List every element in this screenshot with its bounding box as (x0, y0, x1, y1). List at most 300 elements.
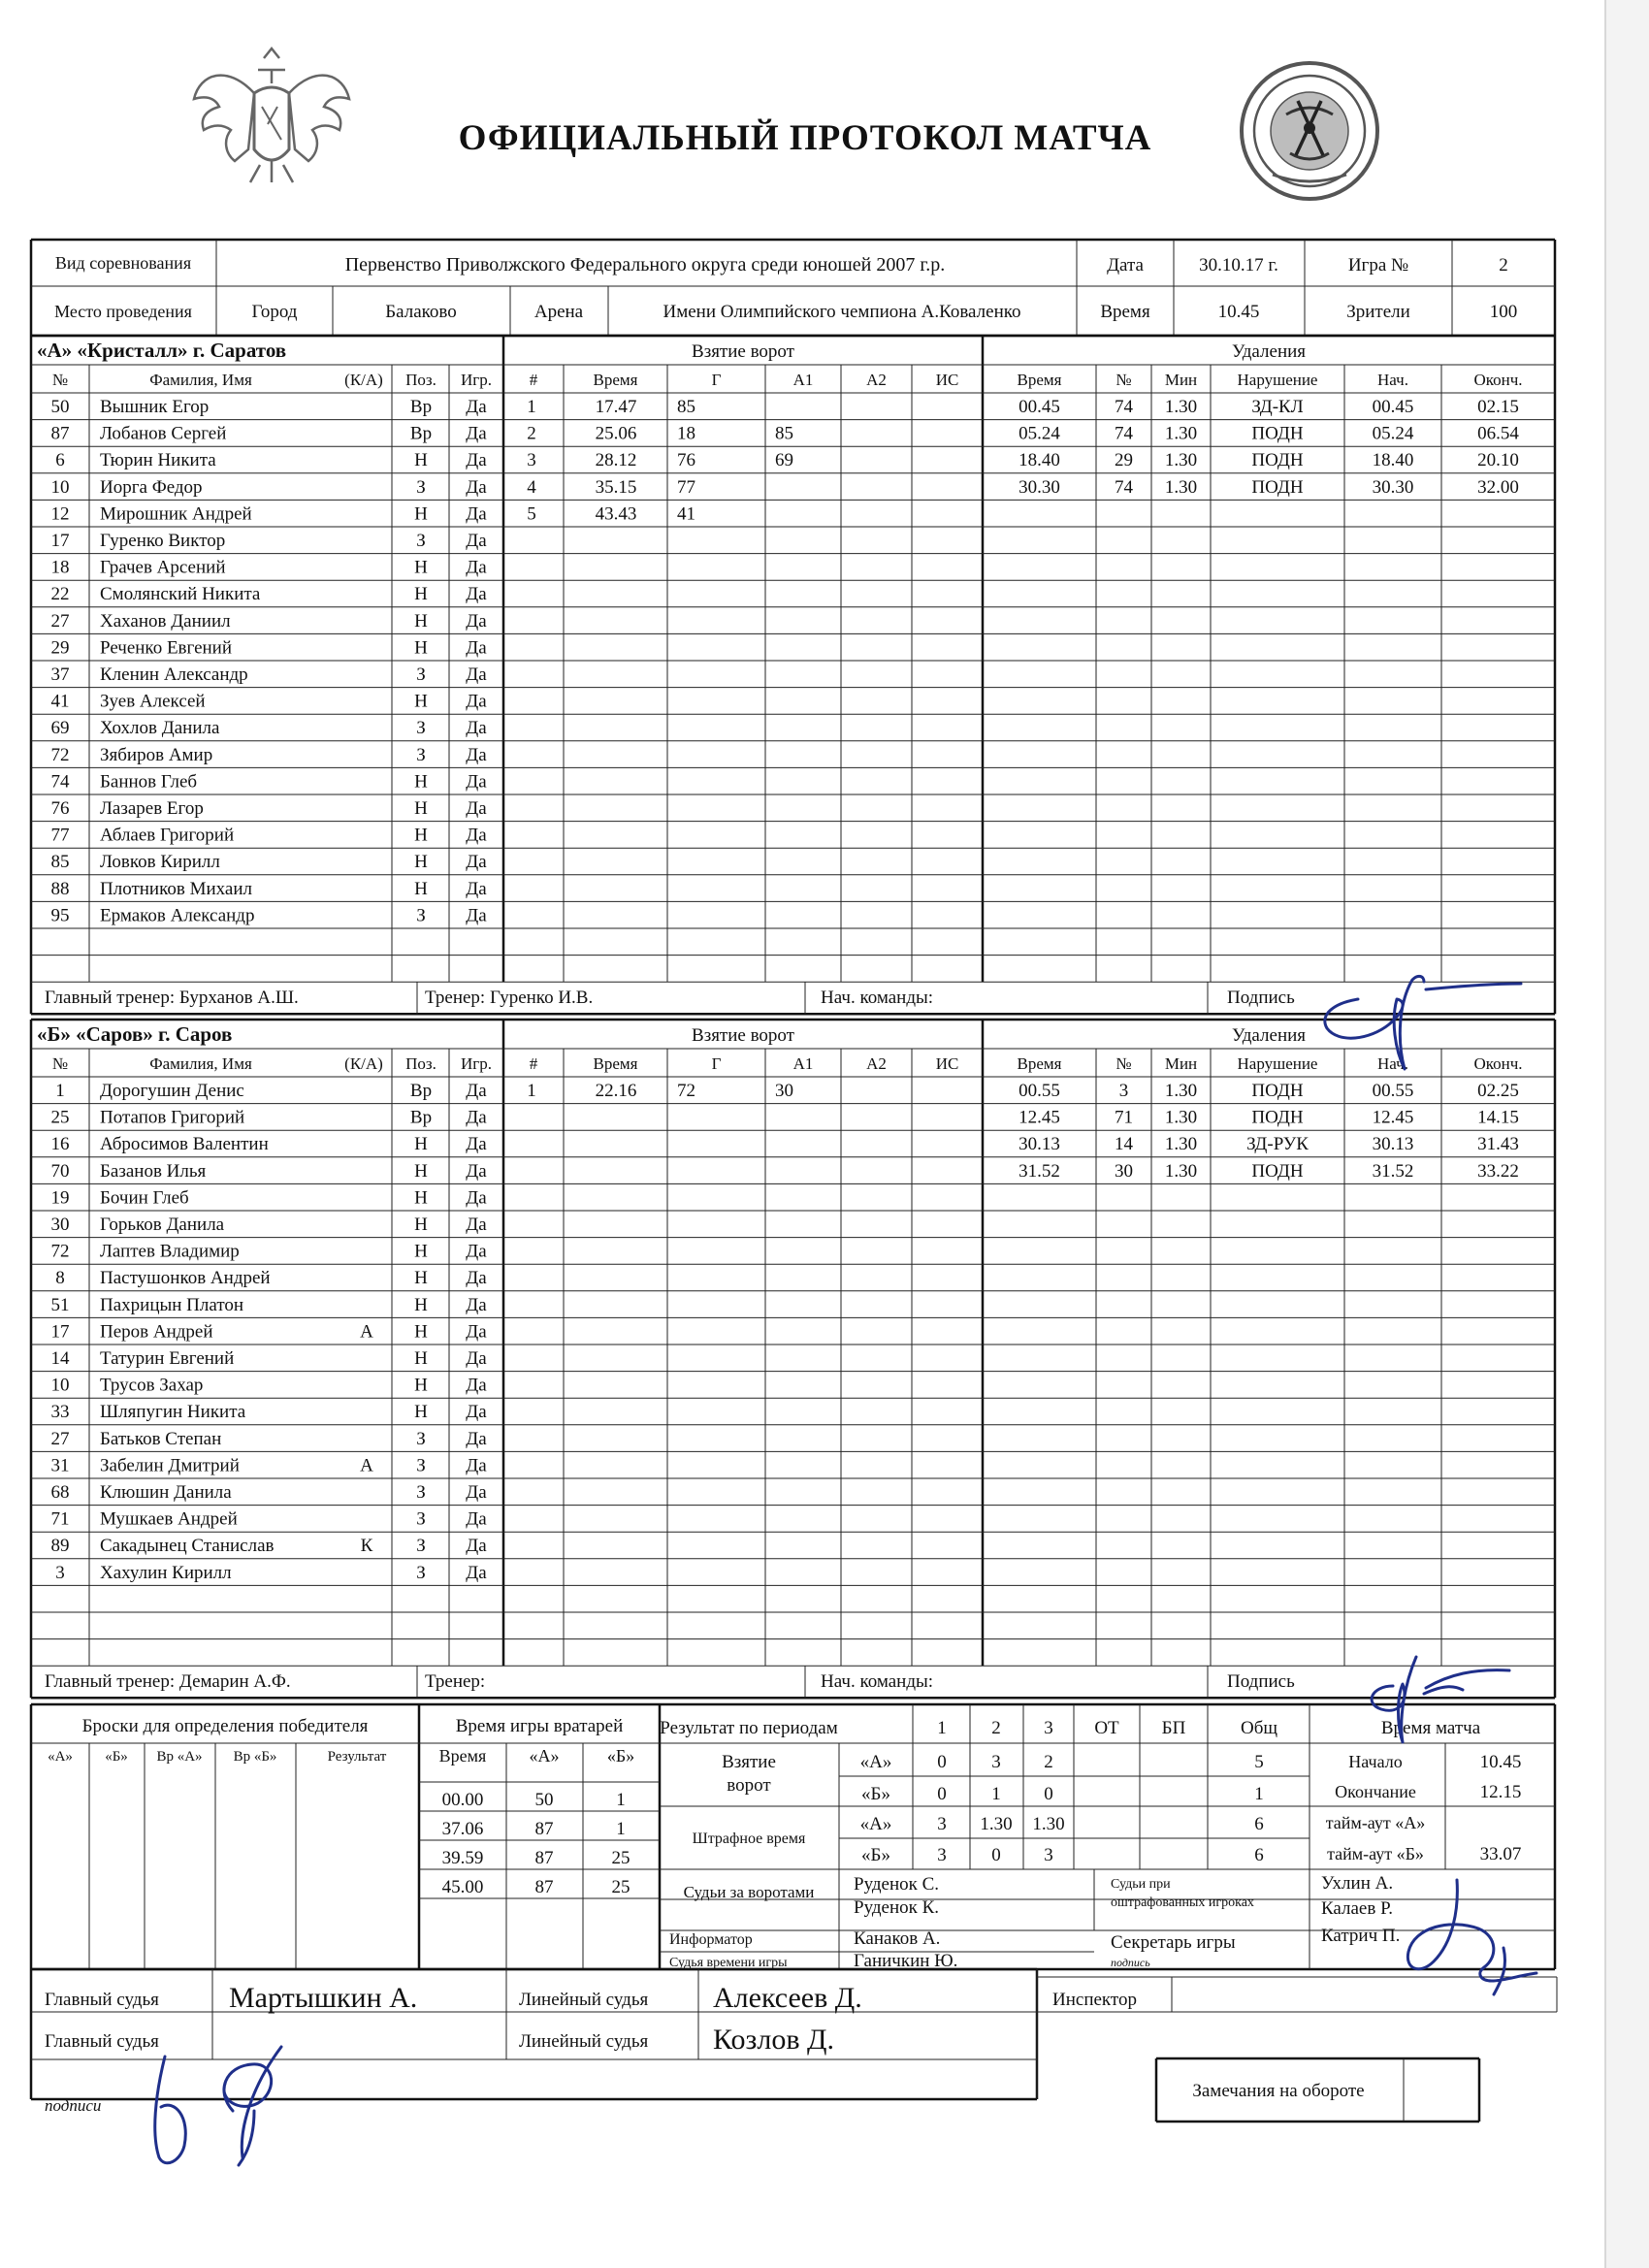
goal-judges-label: Судьи за воротами (683, 1883, 815, 1901)
team-a-goal-value: 35.15 (595, 476, 637, 498)
team-a-player-plays: Да (466, 718, 487, 739)
team-a-player-name: Реченко Евгений (100, 637, 233, 659)
team-a-player-position: Н (414, 503, 428, 525)
periods-cell: 3 (937, 1814, 947, 1834)
secretary-label: Секретарь игры (1111, 1932, 1236, 1953)
team-b-player-position: З (416, 1428, 426, 1449)
shootout-col-header: Результат (327, 1749, 387, 1765)
team-b-player-plays: Да (466, 1402, 487, 1423)
team-a-penalties-heading: Удаления (1231, 341, 1307, 362)
periods-team-label: «Б» (861, 1845, 890, 1865)
match-time-label: Окончание (1335, 1782, 1416, 1801)
periods-cell: 1 (991, 1784, 1001, 1804)
team-a-player-position: Н (414, 771, 428, 793)
document-title: ОФИЦИАЛЬНЫЙ ПРОТОКОЛ МАТЧА (458, 118, 1152, 158)
team-b-player-plays: Да (466, 1482, 487, 1503)
team-a-player-name: Тюрин Никита (100, 450, 216, 471)
team-b-player-position: Н (414, 1187, 428, 1209)
team-a-player-plays: Да (466, 825, 487, 846)
team-a-goal-number: 1 (527, 397, 536, 417)
team-b-player-number: 33 (50, 1402, 70, 1423)
team-a-player-plays: Да (466, 610, 487, 632)
team-a-goal-value: 85 (775, 423, 793, 444)
informer-label: Информатор (669, 1931, 753, 1948)
team-a-player-number: 85 (50, 852, 70, 873)
penalty-judges-label: оштрафованных игроках (1111, 1895, 1254, 1910)
goalie-time-cell: 00.00 (441, 1790, 484, 1810)
team-b-player-plays: Да (466, 1187, 487, 1209)
team-a-player-number: 29 (50, 637, 70, 659)
col-header: (К/А) (344, 371, 383, 389)
team-b-player-position: Н (414, 1160, 428, 1182)
goalie-time-cell: 45.00 (441, 1877, 484, 1897)
timekeeper-label: Судья времени игры (669, 1956, 788, 1970)
team-b-player-plays: Да (466, 1268, 487, 1289)
team-a-player-number: 88 (50, 878, 70, 899)
goalie-time-col-header: «А» (529, 1746, 560, 1766)
shootout-title: Броски для определения победителя (81, 1716, 369, 1736)
team-b-player-number: 16 (50, 1134, 70, 1155)
team-b-player-number: 89 (50, 1536, 70, 1557)
team-a-player-plays: Да (466, 771, 487, 793)
team-a-goal-value: 17.47 (595, 397, 637, 417)
goalie-time-cell: 39.59 (441, 1848, 484, 1868)
team-a-penalty-value: 20.10 (1477, 450, 1519, 471)
team-a-player-number: 74 (50, 771, 70, 793)
periods-cell: 1.30 (980, 1814, 1013, 1834)
team-a-player-plays: Да (466, 798, 487, 819)
team-a-player-number: 6 (55, 450, 65, 471)
team-b-penalty-value: ПОДН (1251, 1107, 1304, 1128)
team-b-player-number: 70 (50, 1160, 70, 1182)
match-time-label: тайм-аут «А» (1325, 1813, 1426, 1832)
team-a-player-position: З (416, 744, 426, 765)
team-b-player-position: Н (414, 1294, 428, 1315)
match-time-label: тайм-аут «Б» (1327, 1844, 1424, 1863)
linesman-2-value: Козлов Д. (713, 2024, 834, 2056)
spectators-value: 100 (1489, 302, 1518, 322)
team-b-penalty-value: ПОДН (1251, 1081, 1304, 1101)
team-b-player-number: 10 (50, 1375, 70, 1396)
shootout-col-header: «Б» (105, 1749, 128, 1765)
team-b-head-coach: Главный тренер: Демарин А.Ф. (45, 1671, 291, 1693)
team-b-player-name: Перов Андрей (100, 1321, 213, 1343)
goalie-time-cell: 37.06 (441, 1819, 484, 1839)
team-a-player-position: З (416, 664, 426, 685)
team-b-penalty-value: 33.22 (1477, 1160, 1519, 1182)
col-header: # (529, 1054, 538, 1073)
goalie-time-cell: 25 (611, 1848, 630, 1868)
team-a-player-name: Гуренко Виктор (100, 531, 226, 551)
team-a-player-plays: Да (466, 691, 487, 712)
periods-team-label: «А» (859, 1752, 892, 1772)
team-b-player-number: 68 (50, 1482, 70, 1503)
main-referee-value: Мартышкин А. (229, 1982, 418, 2014)
team-b-player-number: 72 (50, 1241, 70, 1262)
team-b-penalty-value: 00.55 (1372, 1081, 1414, 1101)
team-a-goal-value: 85 (677, 397, 695, 417)
team-a-goal-value: 69 (775, 450, 793, 471)
team-a-player-plays: Да (466, 852, 487, 873)
team-b-penalty-value: ПОДН (1251, 1160, 1304, 1182)
team-b-player-number: 31 (50, 1455, 70, 1476)
team-a-player-position: Н (414, 450, 428, 471)
team-a-penalty-value: 29 (1115, 450, 1133, 471)
team-a-goal-number: 3 (527, 450, 536, 471)
col-header: Нач. (1377, 371, 1408, 389)
team-a-player-number: 77 (50, 825, 70, 846)
goal-judge: Руденок К. (854, 1897, 940, 1918)
team-b-coach: Тренер: (425, 1671, 486, 1693)
col-header: Оконч. (1473, 371, 1523, 389)
col-header: А2 (866, 1054, 887, 1073)
team-b-player-plays: Да (466, 1081, 487, 1101)
penalty-judge: Ухлин А. (1321, 1873, 1394, 1894)
team-b-player-name: Клюшин Данила (100, 1482, 232, 1503)
team-a-player-plays: Да (466, 397, 487, 417)
periods-goals-label: Взятие (722, 1752, 776, 1772)
periods-title: Результат по периодам (660, 1718, 838, 1738)
team-a-player-plays: Да (466, 905, 487, 926)
team-b-player-name: Шляпугин Никита (100, 1402, 246, 1423)
team-b-penalty-value: 71 (1115, 1107, 1133, 1128)
team-a-penalty-value: 74 (1115, 476, 1133, 498)
team-b-player-name: Татурин Евгений (100, 1348, 235, 1369)
team-b-penalty-value: 12.45 (1372, 1107, 1414, 1128)
team-a-penalty-value: 74 (1115, 423, 1133, 444)
team-b-player-position: Н (414, 1375, 428, 1396)
team-a-player-name: Кленин Александр (100, 664, 248, 685)
periods-cell: 3 (991, 1752, 1001, 1772)
match-time-value: 10.45 (1479, 1752, 1522, 1772)
date-value: 30.10.17 г. (1199, 255, 1278, 275)
team-a-player-plays: Да (466, 584, 487, 605)
col-header: Фамилия, Имя (149, 371, 252, 389)
periods-cell: 2 (1044, 1752, 1053, 1772)
team-a-player-plays: Да (466, 744, 487, 765)
team-b-team-chief: Нач. команды: (821, 1671, 934, 1693)
team-a-penalty-value: 00.45 (1018, 397, 1060, 417)
team-b-player-plays: Да (466, 1321, 487, 1343)
team-b-penalty-value: 31.52 (1372, 1160, 1414, 1182)
team-b-player-position: З (416, 1508, 426, 1530)
team-a-penalty-value: 05.24 (1372, 423, 1414, 444)
team-a-player-name: Аблаев Григорий (100, 825, 235, 846)
team-a-player-number: 72 (50, 744, 70, 765)
comp-value: Первенство Приволжского Федерального округа среди юношей 2007 г.р. (344, 254, 946, 275)
team-b-penalty-value: 1.30 (1164, 1107, 1198, 1128)
penalty-judge: Катрич П. (1321, 1926, 1401, 1946)
team-b-player-position: Н (414, 1321, 428, 1343)
goalie-time-cell: 87 (534, 1848, 554, 1868)
team-b-player-position: З (416, 1482, 426, 1503)
team-a-player-position: Н (414, 691, 428, 712)
team-b-player-number: 19 (50, 1187, 70, 1209)
bandy-badge-logo (1242, 63, 1377, 199)
team-a-player-plays: Да (466, 450, 487, 471)
col-header: Время (593, 1054, 638, 1073)
spectators-label: Зрители (1346, 302, 1410, 322)
team-b-player-plays: Да (466, 1294, 487, 1315)
timekeeper-value: Ганичкин Ю. (854, 1951, 958, 1971)
col-header: (К/А) (344, 1054, 383, 1073)
goalie-time-cell: 1 (616, 1819, 626, 1839)
team-a-team-chief: Нач. команды: (821, 988, 934, 1009)
team-b-player-name: Базанов Илья (100, 1160, 207, 1182)
match-time-value: 33.07 (1479, 1844, 1522, 1864)
team-b-player-position: Вр (409, 1107, 433, 1128)
team-b-penalty-value: 30 (1115, 1160, 1133, 1182)
team-b-player-position: Н (414, 1134, 428, 1155)
team-a-player-position: З (416, 476, 426, 498)
team-a-goal-value: 41 (677, 503, 695, 525)
col-header: Нарушение (1237, 371, 1318, 389)
team-a-player-name: Баннов Глеб (100, 771, 198, 793)
team-b-player-name: Абросимов Валентин (100, 1134, 269, 1155)
team-b-player-name: Батьков Степан (100, 1428, 222, 1449)
team-b-penalty-value: 14.15 (1477, 1107, 1519, 1128)
linesman-label: Линейный судья (519, 2031, 649, 2052)
team-b-penalty-value: 14 (1115, 1134, 1133, 1155)
col-header: Нарушение (1237, 1054, 1318, 1073)
team-a-player-number: 18 (50, 557, 70, 578)
team-b-player-plays: Да (466, 1508, 487, 1530)
team-a-player-position: З (416, 905, 426, 926)
team-a-goal-number: 5 (527, 503, 536, 525)
team-a-player-name: Ермаков Александр (100, 905, 255, 926)
periods-cell: 0 (991, 1845, 1001, 1865)
goalie-time-cell: 87 (534, 1819, 554, 1839)
team-b-penalty-value: 31.52 (1018, 1160, 1060, 1182)
periods-cell: 3 (937, 1845, 947, 1865)
match-time-label: Начало (1348, 1752, 1403, 1771)
team-b-player-plays: Да (466, 1160, 487, 1182)
periods-cell: 0 (1044, 1784, 1053, 1804)
team-a-penalty-value: 30.30 (1018, 476, 1060, 498)
team-b-penalty-value: 30.13 (1018, 1134, 1060, 1155)
team-a-player-position: Вр (409, 397, 433, 417)
team-a-head-coach: Главный тренер: Бурханов А.Ш. (45, 988, 299, 1009)
team-b-player-role: К (360, 1536, 373, 1557)
team-b-player-plays: Да (466, 1241, 487, 1262)
team-b-player-position: З (416, 1455, 426, 1476)
team-a-penalty-value: 1.30 (1164, 423, 1198, 444)
periods-cell: 0 (937, 1752, 947, 1772)
team-a-player-plays: Да (466, 637, 487, 659)
secretary-sub-label: подпись (1111, 1956, 1150, 1969)
col-header: Мин (1164, 371, 1198, 389)
linesman-1-value: Алексеев Д. (713, 1982, 862, 2014)
team-b-player-plays: Да (466, 1215, 487, 1235)
team-a-player-position: Н (414, 825, 428, 846)
team-a-player-number: 50 (50, 397, 70, 417)
team-a-coach: Тренер: Гуренко И.В. (425, 988, 594, 1009)
col-header: Время (1017, 1054, 1062, 1073)
team-a-player-position: Вр (409, 423, 433, 444)
periods-col-header: БП (1161, 1718, 1186, 1738)
team-a-player-plays: Да (466, 423, 487, 444)
team-a-player-position: Н (414, 878, 428, 899)
team-a-player-name: Лазарев Егор (100, 798, 204, 819)
shootout-col-header: «А» (48, 1749, 73, 1765)
team-a-player-position: Н (414, 852, 428, 873)
team-b-penalty-value: 02.25 (1477, 1081, 1519, 1101)
team-a-goal-value: 77 (677, 476, 695, 498)
periods-cell: 3 (1044, 1845, 1053, 1865)
comp-label: Вид соревнования (54, 253, 192, 273)
col-header: # (529, 371, 538, 389)
team-b-player-position: Вр (409, 1081, 433, 1101)
team-a-player-number: 69 (50, 718, 70, 739)
col-header: А1 (792, 371, 814, 389)
col-header: Игр. (461, 371, 492, 389)
team-b-goals-heading: Взятие ворот (692, 1025, 794, 1046)
team-b-player-name: Мушкаев Андрей (100, 1508, 238, 1530)
team-a-goal-number: 4 (527, 476, 536, 498)
team-a-penalty-value: 18.40 (1372, 450, 1414, 471)
team-b-player-plays: Да (466, 1107, 487, 1128)
col-header: Г (711, 371, 722, 389)
shootout-col-header: Вр «Б» (233, 1749, 277, 1765)
team-a-player-plays: Да (466, 531, 487, 551)
team-b-player-number: 30 (50, 1215, 70, 1235)
col-header: А2 (866, 371, 887, 389)
team-a-player-plays: Да (466, 664, 487, 685)
team-b-goal-value: 22.16 (595, 1081, 637, 1101)
team-b-penalty-value: 1.30 (1164, 1081, 1198, 1101)
team-b-player-number: 1 (55, 1081, 65, 1101)
col-header: Время (593, 371, 638, 389)
team-b-player-position: З (416, 1536, 426, 1557)
team-b-player-name: Пастушонков Андрей (100, 1268, 271, 1289)
team-a-goal-value: 28.12 (595, 450, 637, 471)
team-a-penalty-value: 06.54 (1477, 423, 1519, 444)
team-a-penalty-value: 32.00 (1477, 476, 1519, 498)
team-b-player-role: А (360, 1455, 373, 1476)
team-b-player-plays: Да (466, 1348, 487, 1369)
time-value: 10.45 (1217, 302, 1260, 322)
team-b-player-plays: Да (466, 1455, 487, 1476)
col-header: № (51, 1054, 69, 1073)
team-a-player-name: Хаханов Даниил (100, 610, 231, 632)
team-a-penalty-value: 18.40 (1018, 450, 1060, 471)
team-a-team-name: «А» «Кристалл» г. Саратов (37, 339, 287, 362)
team-a-player-name: Хохлов Данила (100, 718, 220, 739)
team-a-penalty-value: 30.30 (1372, 476, 1414, 498)
col-header: Поз. (405, 1054, 436, 1073)
team-a-goal-value: 25.06 (595, 423, 637, 444)
col-header: Нач. (1377, 1054, 1408, 1073)
team-b-player-number: 17 (50, 1321, 70, 1343)
team-b-player-position: Н (414, 1402, 428, 1423)
team-a-penalty-value: 1.30 (1164, 476, 1198, 498)
goalie-time-cell: 1 (616, 1790, 626, 1810)
team-a-player-name: Ловков Кирилл (100, 852, 220, 873)
team-a-player-number: 95 (50, 905, 70, 926)
periods-col-header: ОТ (1094, 1718, 1119, 1738)
game-value: 2 (1499, 255, 1508, 275)
team-a-player-name: Грачев Арсений (100, 557, 226, 578)
periods-cell: 0 (937, 1784, 947, 1804)
team-b-signature-label: Подпись (1227, 1671, 1295, 1693)
team-b-player-number: 3 (55, 1562, 65, 1583)
city-label: Город (251, 302, 298, 322)
main-referee-label: Главный судья (45, 2031, 159, 2052)
col-header: ИС (935, 371, 959, 389)
team-b-player-number: 8 (55, 1268, 65, 1289)
col-header: Мин (1164, 1054, 1198, 1073)
team-b-player-name: Трусов Захар (100, 1375, 204, 1396)
city-value: Балаково (385, 302, 457, 322)
col-header: № (1116, 1054, 1132, 1073)
team-a-player-number: 87 (50, 423, 70, 444)
periods-cell: 5 (1254, 1752, 1264, 1772)
team-b-player-number: 14 (50, 1348, 70, 1369)
team-a-player-name: Лобанов Сергей (100, 423, 227, 444)
team-a-goals-heading: Взятие ворот (692, 341, 794, 362)
periods-col-header: Общ (1240, 1718, 1278, 1738)
goalie-time-cell: 25 (611, 1877, 630, 1897)
col-header: Оконч. (1473, 1054, 1523, 1073)
team-b-player-number: 27 (50, 1428, 70, 1449)
team-a-player-number: 41 (50, 691, 70, 712)
team-a-player-position: Н (414, 637, 428, 659)
col-header: № (1116, 371, 1132, 389)
periods-cell: 1.30 (1032, 1814, 1065, 1834)
venue-label: Место проведения (54, 302, 192, 321)
team-a-penalty-value: 00.45 (1372, 397, 1414, 417)
team-a-player-position: Н (414, 584, 428, 605)
arena-label: Арена (534, 302, 584, 322)
arena-value: Имени Олимпийского чемпиона А.Коваленко (663, 302, 1021, 322)
team-b-player-name: Хахулин Кирилл (100, 1562, 232, 1583)
team-b-penalty-value: 12.45 (1018, 1107, 1060, 1128)
team-b-player-role: А (360, 1321, 373, 1343)
team-b-player-name: Дорогушин Денис (100, 1081, 244, 1101)
remarks-label: Замечания на обороте (1192, 2081, 1365, 2101)
inspector-label: Инспектор (1052, 1990, 1137, 2010)
game-label: Игра № (1347, 255, 1409, 275)
col-header: Игр. (461, 1054, 492, 1073)
team-a-goal-value: 18 (677, 423, 695, 444)
team-b-penalty-value: 00.55 (1018, 1081, 1060, 1101)
team-b-penalties-heading: Удаления (1231, 1025, 1307, 1046)
team-b-player-plays: Да (466, 1134, 487, 1155)
main-referee-label: Главный судья (45, 1990, 159, 2010)
team-a-player-number: 76 (50, 798, 70, 819)
periods-team-label: «Б» (861, 1784, 890, 1804)
goalie-time-title: Время игры вратарей (455, 1716, 624, 1736)
team-a-player-plays: Да (466, 557, 487, 578)
team-a-player-name: Плотников Михаил (100, 878, 252, 899)
col-header: Время (1017, 371, 1062, 389)
team-a-penalty-value: ЗД-КЛ (1251, 397, 1304, 417)
team-a-penalty-value: 02.15 (1477, 397, 1519, 417)
team-a-signature-label: Подпись (1227, 988, 1295, 1009)
informer-value: Канаков А. (854, 1928, 941, 1949)
team-a-player-position: Н (414, 798, 428, 819)
team-b-goal-value: 72 (677, 1081, 695, 1101)
signatures-label: подписи (45, 2096, 102, 2115)
team-a-player-number: 12 (50, 503, 70, 525)
team-b-player-plays: Да (466, 1562, 487, 1583)
col-header: Поз. (405, 371, 436, 389)
team-a-player-number: 10 (50, 476, 70, 498)
goalie-time-col-header: Время (438, 1746, 487, 1766)
team-a-goal-value: 76 (677, 450, 695, 471)
team-a-penalty-value: 1.30 (1164, 450, 1198, 471)
team-b-penalty-value: 30.13 (1372, 1134, 1414, 1155)
